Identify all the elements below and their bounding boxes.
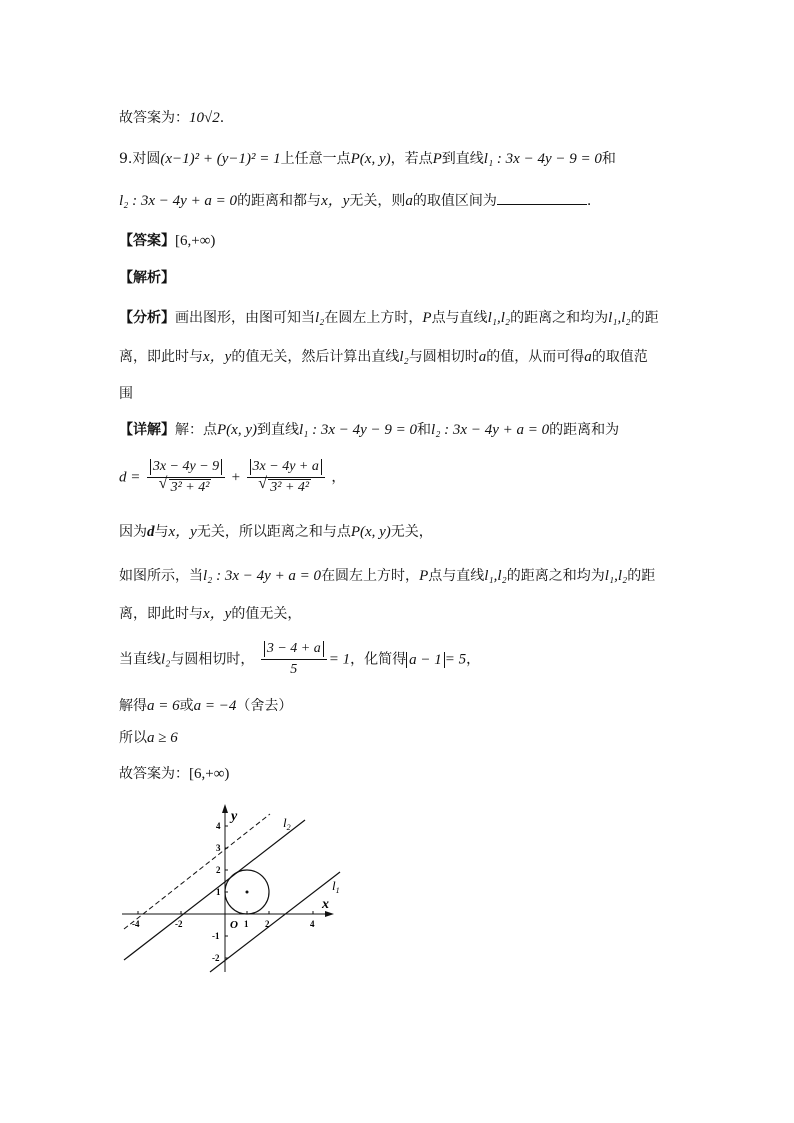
- answer-blank: [497, 190, 587, 205]
- tangent-line: 当直线l₂与圆相切时， $\frac{3 - 4 + a}{5}$ = 1，化简得 a − 1 = 5，: [119, 641, 481, 677]
- y-axis-label: y: [231, 809, 238, 824]
- x-tick-label: -2: [175, 919, 183, 929]
- answer-value: 10√2: [189, 110, 220, 126]
- problem-line-2: l₂ : 3x − 4y + a = 0的距离和都与x，y无关，则a的取值区间为 .: [119, 190, 591, 211]
- answer-line-prev: 故答案为：10√2.: [119, 110, 225, 126]
- y-tick-label: 4: [216, 821, 221, 831]
- tangent-fraction: $\frac{3 - 4 + a}{5}$: [261, 640, 327, 679]
- origin-label: O: [230, 919, 238, 931]
- fenxi-line-3: 围: [119, 386, 133, 402]
- line-l1-label: $l_1$: [332, 878, 340, 895]
- y-tick-label: 2: [216, 865, 221, 875]
- fenxi-line-2: 离，即此时与x，y的值无关，然后计算出直线l₂与圆相切时a的值，从而可得a的取值范: [119, 349, 648, 365]
- line-l2-label: $l_2$: [283, 815, 291, 832]
- y-tick-label: -1: [212, 931, 220, 941]
- circle-center: [246, 891, 249, 894]
- circle-equation: (x−1)² + (y−1)² = 1: [160, 151, 281, 167]
- y-tick-label: 1: [216, 887, 221, 897]
- fraction-1: 3x − 4y − 9 √ 3² + 4²: [147, 458, 225, 497]
- fraction-2: 3x − 4y + a √ 3² + 4²: [247, 458, 325, 497]
- x-tick-label: 4: [310, 919, 315, 929]
- so-line: 所以a ≥ 6: [119, 730, 178, 746]
- asfig-line-1: 如图所示，当l₂ : 3x − 4y + a = 0在圆左上方时，P点与直线l₁,l₂的距离之和均为l₁,l₂的距: [119, 568, 656, 584]
- y-tick-label: 3: [216, 843, 221, 853]
- coordinate-figure: [110, 800, 350, 985]
- dashed-line: [124, 814, 270, 929]
- asfig-line-2: 离，即此时与x，y的值无关，: [119, 606, 302, 622]
- problem-line-1: 9.对圆(x−1)² + (y−1)² = 1上任意一点P(x, y)，若点P到直线l₁ : 3x − 4y − 9 = 0和: [119, 151, 616, 167]
- solve-line: 解得a = 6或a = −4（舍去）: [119, 698, 293, 714]
- y-tick-label: -2: [212, 953, 220, 963]
- line-l2-equation: l₂ : 3x − 4y + a = 0: [119, 193, 238, 209]
- x-tick-label: 2: [265, 919, 270, 929]
- distance-formula: d = 3x − 4y − 9 √ 3² + 4² + 3x − 4y + a √ 3² + 4² ，: [119, 458, 345, 497]
- x-axis-label: x: [322, 897, 329, 912]
- answer-line: 【答案】[6,+∞): [119, 233, 216, 249]
- line-l1-equation: l₁ : 3x − 4y − 9 = 0: [483, 151, 602, 167]
- because-line: 因为d与x，y无关，所以距离之和与点P(x, y)无关，: [119, 524, 433, 540]
- fenxi-line-1: 【分析】画出图形，由图可知当l₂在圆左上方时，P点与直线l₁,l₂的距离之和均为l₁,l₂的距: [119, 310, 659, 326]
- x-tick-label: 1: [244, 919, 249, 929]
- detail-line-1: 【详解】解：点P(x, y)到直线l₁ : 3x − 4y − 9 = 0和l₂ : 3x − 4y + a = 0的距离和为: [119, 422, 620, 438]
- x-tick-label: -4: [132, 919, 140, 929]
- analysis-tag: 【解析】: [119, 270, 175, 286]
- final-answer-line: 故答案为：[6,+∞): [119, 766, 230, 782]
- y-axis-arrow: [222, 804, 228, 813]
